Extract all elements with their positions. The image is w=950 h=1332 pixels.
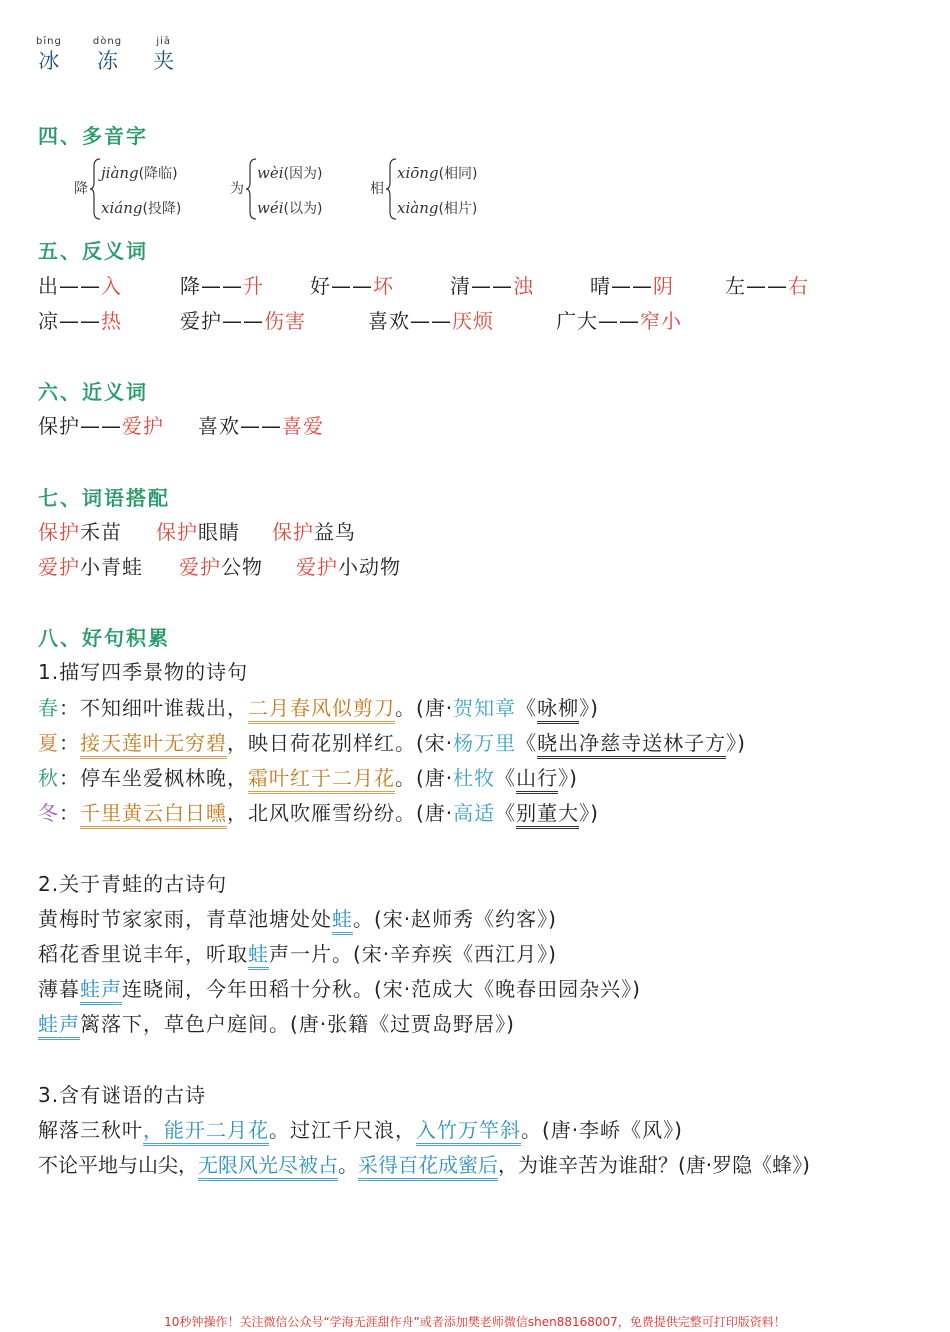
synonym-pair: 喜欢——喜爱 — [198, 414, 324, 438]
poly-reading: xiōng(相同) — [397, 164, 478, 182]
poly-reading: xiáng(投降) — [101, 199, 182, 217]
section-heading-polyphonic: 四、多音字 — [38, 124, 148, 148]
section-heading-synonyms: 六、近义词 — [38, 380, 148, 404]
poly-char: 降 — [74, 181, 88, 197]
hanzi: 冰 — [38, 49, 60, 73]
poem-line-winter: 冬：千里黄云白日曛，北风吹雁雪纷纷。(唐·高适《别董大》) — [38, 797, 599, 826]
poly-reading: xiàng(相片) — [397, 199, 478, 217]
antonym-pair: 喜欢——厌烦 — [368, 309, 494, 333]
antonym-pair: 清——浊 — [450, 274, 534, 298]
poly-reading: wéi(以为) — [257, 199, 323, 217]
poly-reading: wèi(因为) — [257, 164, 323, 182]
frog-poem-line: 稻花香里说丰年，听取蛙声一片。(宋·辛弃疾《西江月》) — [38, 938, 557, 967]
subheading-seasons: 1.描写四季景物的诗句 — [38, 660, 249, 684]
synonym-pair: 保护——爱护 — [38, 414, 164, 438]
antonym-pair: 广大——窄小 — [556, 309, 682, 333]
riddle-poem-line: 不论平地与山尖，无限风光尽被占。采得百花成蜜后，为谁辛苦为谁甜？(唐·罗隐《蜂》) — [38, 1149, 810, 1178]
subheading-frogs: 2.关于青蛙的古诗句 — [38, 872, 228, 896]
frog-poem-line: 蛙声篱落下，草色户庭间。(唐·张籍《过贾岛野居》) — [38, 1008, 515, 1037]
subheading-riddles: 3.含有谜语的古诗 — [38, 1083, 207, 1107]
antonym-pair: 好——坏 — [310, 274, 394, 298]
hanzi: 夹 — [153, 49, 175, 73]
frog-poem-line: 薄暮蛙声连晓闹，今年田稻十分秋。(宋·范成大《晚春田园杂兴》) — [38, 973, 641, 1002]
brace-icon — [245, 158, 257, 220]
section-heading-antonyms: 五、反义词 — [38, 239, 148, 263]
collocation: 保护眼睛 — [156, 520, 240, 544]
pinyin-item — [153, 36, 174, 74]
footer-notice: 10秒钟操作！关注微信公众号“学海无涯甜作舟”或者添加樊老师微信shen88168007，免费提供完整可打印版资料！ — [164, 1315, 786, 1329]
antonym-pair: 出——入 — [38, 274, 122, 298]
pinyin-header — [36, 36, 200, 74]
collocation: 爱护小动物 — [296, 555, 401, 579]
pinyin-item — [93, 36, 122, 74]
collocation: 爱护公物 — [179, 555, 263, 579]
poly-char: 相 — [370, 181, 384, 197]
brace-icon — [385, 158, 397, 220]
collocation: 保护禾苗 — [38, 520, 122, 544]
collocation: 保护益鸟 — [272, 520, 356, 544]
antonym-pair: 晴——阴 — [590, 274, 674, 298]
frog-poem-line: 黄梅时节家家雨，青草池塘处处蛙。(宋·赵师秀《约客》) — [38, 903, 557, 932]
antonym-pair: 爱护——伤害 — [180, 309, 306, 333]
pinyin: dòng — [92, 36, 123, 47]
antonym-pair: 左——右 — [725, 274, 809, 298]
poem-line-autumn: 秋：停车坐爱枫林晚，霜叶红于二月花。(唐·杜牧《山行》) — [38, 762, 578, 791]
antonym-pair: 降——升 — [180, 274, 264, 298]
section-heading-collocations: 七、词语搭配 — [38, 486, 170, 510]
brace-icon — [89, 158, 101, 220]
antonym-pair: 凉——热 — [38, 309, 122, 333]
poem-line-spring: 春：不知细叶谁裁出，二月春风似剪刀。(唐·贺知章《咏柳》) — [38, 692, 599, 721]
pinyin-item — [36, 36, 62, 74]
pinyin: jiā — [156, 36, 171, 47]
poly-reading: jiàng(降临) — [101, 164, 178, 182]
section-heading-sentences: 八、好句积累 — [38, 626, 170, 650]
riddle-poem-line: 解落三秋叶，能开二月花。过江千尺浪，入竹万竿斜。(唐·李峤《风》) — [38, 1114, 683, 1143]
collocation: 爱护小青蛙 — [38, 555, 143, 579]
pinyin: bīng — [36, 36, 62, 47]
hanzi: 冻 — [96, 49, 118, 73]
poly-char: 为 — [230, 181, 244, 197]
poem-line-summer: 夏：接天莲叶无穷碧，映日荷花别样红。(宋·杨万里《晓出净慈寺送林子方》) — [38, 727, 746, 756]
